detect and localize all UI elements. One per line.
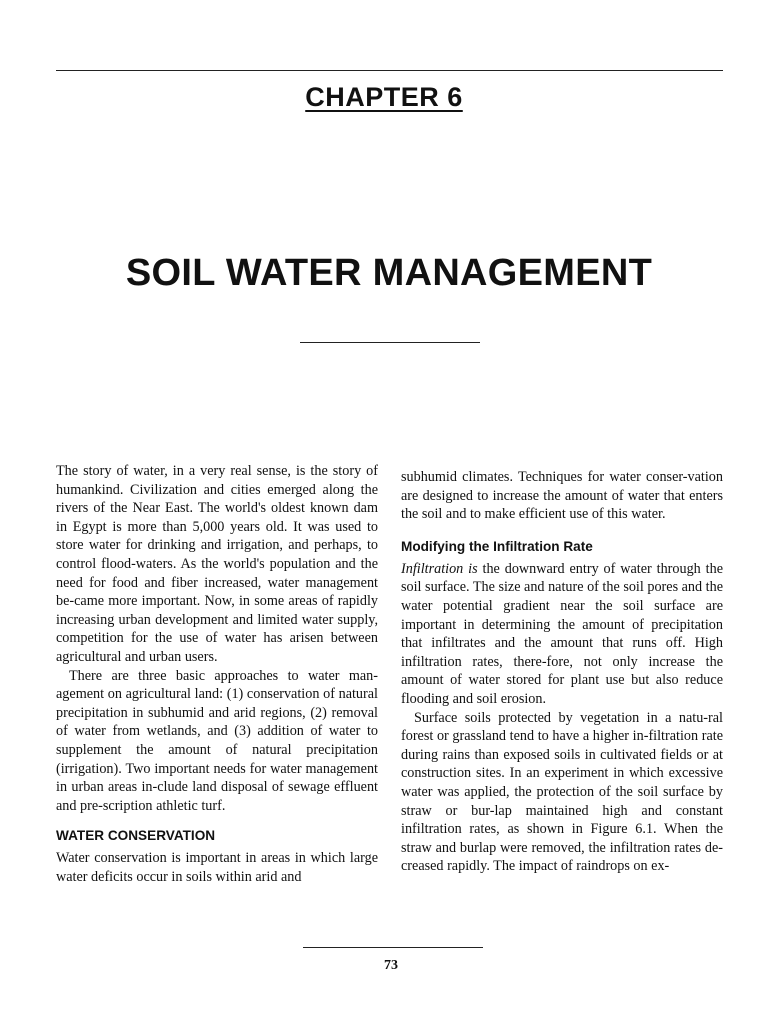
page-number: 73 xyxy=(384,958,398,973)
right-paragraph-2-text: the downward entry of water through the soil surface. The size and nature of the soil pores and the water potential gradient near the soil surface are important in determining the amount of precipitation that infiltrates and the amount that runs off. High infiltration rates, there-fore, not only increase the amount of water stored for plant use but also reduce flooding and soil erosion. xyxy=(401,560,724,707)
right-paragraph-2 xyxy=(401,560,723,709)
subsection-heading-infiltration-rate: Modifying the Infiltration Rate xyxy=(401,538,593,554)
right-paragraph-1: subhumid climates. Techniques for water conser-vation are designed to increase the amount of water that enters the soil and to make efficient use of this water. xyxy=(401,469,723,523)
section-heading-water-conservation: WATER CONSERVATION xyxy=(56,828,216,844)
chapter-title: SOIL WATER MANAGEMENT xyxy=(125,252,653,294)
chapter-label: CHAPTER 6 xyxy=(305,82,463,112)
left-column xyxy=(56,462,378,886)
left-paragraph-3: Water conservation is important in areas in which large water deficits occur in soils within arid and xyxy=(56,850,378,885)
left-paragraph-2: There are three basic approaches to water man-agement on agricultural land: (1) conservation of natural precipitation in subhumid and arid regions, (2) removal of water from wetlands, and (3) addition of water to supplement the amount of natural precipitation (irrigation). Two important needs for water management in urban areas in-clude land disposal of sewage effluent and pre-scription athletic turf. xyxy=(56,667,378,814)
top-rule xyxy=(56,70,723,71)
footer-rule xyxy=(303,947,483,948)
left-paragraph-1: The story of water, in a very real sense, is the story of humankind. Civilization and cities emerged along the rivers of the Near East. The world's oldest known dam in Egypt is more than 5,000 years old. It was used to store water for drinking and irrigation, and perhaps, to control flood-waters. As the world's population and the need for food and fiber increased, water management be-came more important. Now, in some areas of rapidly increasing urban development and limited water supply, competition for the use of water has arisen between agricultural and urban users. xyxy=(56,463,378,665)
title-rule xyxy=(300,342,480,343)
right-paragraph-3: Surface soils protected by vegetation in a natu-ral forest or grassland tend to have a higher in-filtration rate during rains than exposed soils in cultivated fields or at construction sites. In an experiment in which excessive water was applied, the protection of the soil surface by straw or bur-lap maintained high and constant infiltration rates, as shown in Figure 6.1. When the straw and burlap were removed, the infiltration rates de-creased rapidly. The impact of raindrops on ex- xyxy=(401,709,723,875)
infiltration-term: Infiltration is xyxy=(401,560,478,577)
right-column xyxy=(401,468,723,876)
